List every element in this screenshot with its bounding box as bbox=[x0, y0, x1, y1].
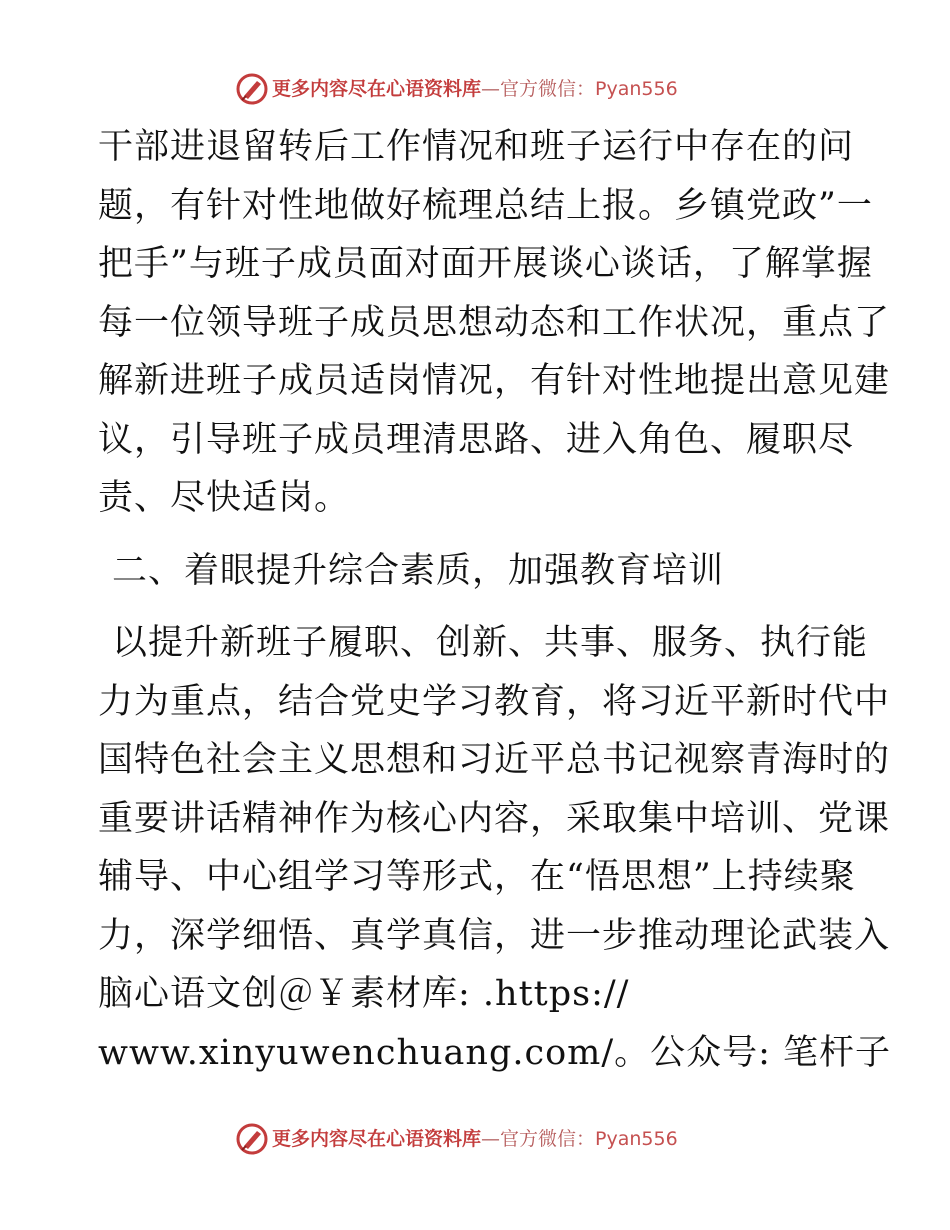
footer-watermark bbox=[0, 1120, 950, 1160]
document-body bbox=[98, 118, 892, 1082]
paragraph-gap bbox=[98, 528, 858, 542]
text-line: 议，引导班子成员理清思路、进入角色、履职尽 bbox=[98, 419, 855, 460]
text-line: 责、尽快适岗。 bbox=[98, 478, 351, 518]
watermark-dash: — bbox=[481, 1128, 501, 1150]
text-line: 题，有针对性地做好梳理总结上报。乡镇党政”一 bbox=[98, 185, 873, 226]
quill-seal-icon bbox=[235, 1122, 269, 1156]
text-line: 力，深学细悟、真学真信，进一步推动理论武装入 bbox=[98, 915, 891, 956]
paragraph-2 bbox=[98, 614, 892, 1082]
text-line: 重要讲话精神作为核心内容，采取集中培训、党课 bbox=[98, 798, 891, 839]
text-line: 解新进班子成员适岗情况，有针对性地提出意见建 bbox=[98, 361, 891, 401]
text-line: 力为重点，结合党史学习教育，将习近平新时代中 bbox=[98, 681, 891, 722]
watermark-official-label: 官方微信： bbox=[500, 1128, 596, 1150]
paragraph-gap bbox=[98, 600, 858, 614]
text-line: 把手”与班子成员面对面开展谈心谈话，了解掌握 bbox=[98, 244, 873, 284]
text-line: 国特色社会主义思想和习近平总书记视察青海时的 bbox=[98, 740, 891, 780]
header-watermark bbox=[0, 70, 950, 110]
watermark-brand: 更多内容尽在心语资料库 bbox=[272, 1128, 482, 1150]
watermark-wechat-id: Pyan556 bbox=[595, 78, 678, 100]
text-line: www.xinyuwenchuang.com/。公众号: 笔杆子 bbox=[98, 1032, 892, 1073]
watermark-wechat-id: Pyan556 bbox=[595, 1128, 678, 1150]
section-heading: 二、着眼提升综合素质，加强教育培训 bbox=[112, 550, 725, 591]
watermark-official-label: 官方微信： bbox=[500, 78, 596, 100]
watermark-dash: — bbox=[481, 78, 501, 100]
watermark-brand: 更多内容尽在心语资料库 bbox=[272, 78, 482, 100]
paragraph-1 bbox=[98, 118, 891, 528]
text-line: 脑心语文创＠￥素材库: .https:// bbox=[98, 974, 630, 1014]
text-line: 每一位领导班子成员思想动态和工作状况，重点了 bbox=[98, 302, 891, 343]
text-line: 以提升新班子履职、创新、共事、服务、执行能 bbox=[112, 623, 869, 663]
text-line: 干部进退留转后工作情况和班子运行中存在的问 bbox=[98, 127, 855, 167]
watermark-text bbox=[272, 76, 678, 102]
text-line: 辅导、中心组学习等形式，在“悟思想”上持续聚 bbox=[98, 857, 856, 897]
watermark-text bbox=[272, 1126, 678, 1152]
quill-seal-icon bbox=[235, 72, 269, 106]
